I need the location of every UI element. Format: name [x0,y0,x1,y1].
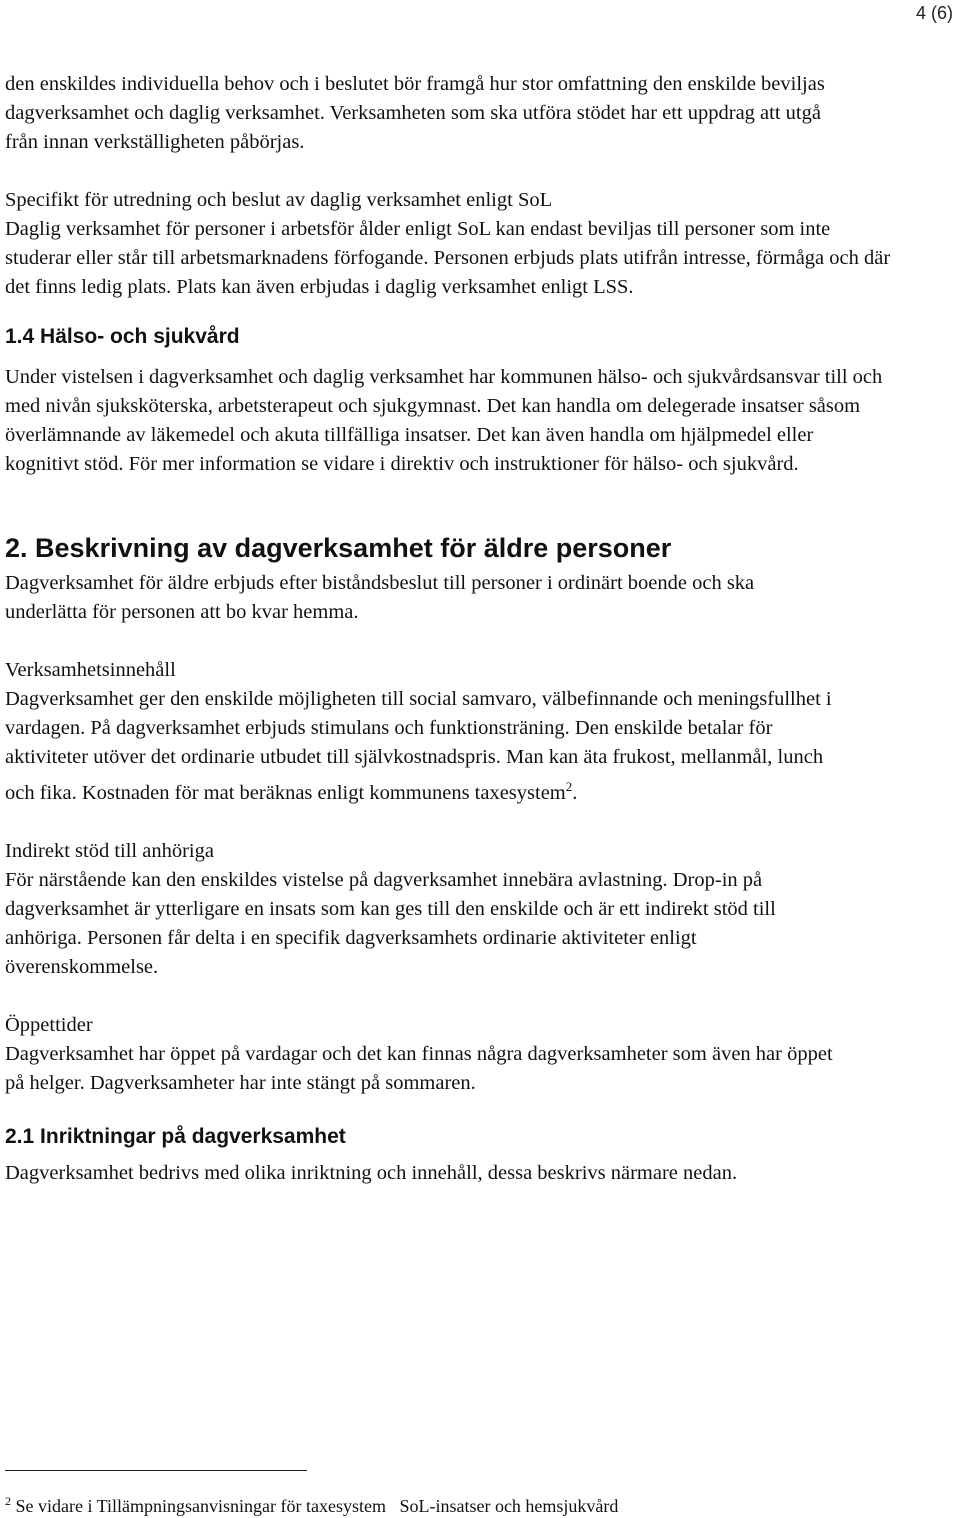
verksamhetsinnehall-end: . [572,782,578,804]
indirekt-stod-heading: Indirekt stöd till anhöriga [5,840,214,862]
section-2-1-heading: 2.1 Inriktningar på dagverksamhet [5,1125,346,1148]
section-1-4-body: Under vistelsen i dagverksamhet och daglig verksamhet har kommunen hälso- och sjukvårdsansvar till och med nivån sjuksköterska, arbetsterapeut och sjukgymnast. Det kan handla om delegerade insatser såsom överlämnande av läkemedel och akuta tillfälliga insatser. Det kan även handla om hjälpmedel eller kognitivt stöd. För mer information se vidare i direktiv och instruktioner för hälso- och sjukvård. [5,366,883,475]
footnote-separator [5,1470,307,1471]
sol-section-heading: Specifikt för utredning och beslut av daglig verksamhet enligt SoL [5,189,553,211]
page-number: 4 (6) [915,3,953,23]
footnote-text: Se vidare i Tillämpningsanvisningar för taxesystem SoL-insatser och hemsjukvård [15,1496,619,1516]
oppettider-body: Dagverksamhet har öppet på vardagar och det kan finnas några dagverksamheter som även har öppet på helger. Dagverksamheter har inte stängt på sommaren. [5,1043,833,1094]
oppettider-heading: Öppettider [5,1014,93,1036]
section-2-body: Dagverksamhet för äldre erbjuds efter biståndsbeslut till personer i ordinärt boende och ska underlätta för personen att bo kvar hemma. [5,572,755,623]
sol-section-body: Daglig verksamhet för personer i arbetsför ålder enligt SoL kan endast beviljas till personer som inte studerar eller står till arbetsmarknadens förfogande. Personen erbjuds plats utifrån intresse, förmåga och där det finns ledig plats. Plats kan även erbjudas i daglig verksamhet enligt LSS. [5,218,891,298]
document-body [5,70,953,1188]
indirekt-stod-body: För närstående kan den enskildes vistelse på dagverksamhet innebära avlastning. Drop-in på dagverksamhet är ytterligare en insats som kan ges till den enskilde och är ett indirekt stöd till anhöriga. Personen får delta i en specifik dagverksamhets ordinarie aktiviteter enligt överenskommelse. [5,869,776,978]
section-2-heading: 2. Beskrivning av dagverksamhet för äldre personer [5,533,672,563]
footnote-reference[interactable]: 2 [565,779,573,794]
intro-paragraph: den enskildes individuella behov och i beslutet bör framgå hur stor omfattning den enskilde beviljas dagverksamhet och daglig verksamhet. Verksamheten som ska utföra stödet har ett uppdrag att utgå från innan verkställigheten påbörjas. [5,73,825,153]
section-1-4-heading: 1.4 Hälso- och sjukvård [5,325,240,348]
verksamhetsinnehall-heading: Verksamhetsinnehåll [5,659,176,681]
footnote [5,1489,618,1518]
footnote-marker: 2 [5,1494,11,1508]
verksamhetsinnehall-text: Dagverksamhet ger den enskilde möjligheten till social samvaro, välbefinnande och meningsfullhet i vardagen. På dagverksamhet erbjuds stimulans och funktionsträning. Den enskilde betalar för aktiviteter utöver det ordinarie utbudet till självkostnadspris. Man kan äta frukost, mellanmål, lunch och fika. Kostnaden för mat beräknas enligt kommunens taxesystem [5,688,832,804]
verksamhetsinnehall-body [5,685,953,808]
section-2-1-body: Dagverksamhet bedrivs med olika inriktning och innehåll, dessa beskrivs närmare nedan. [5,1162,738,1184]
